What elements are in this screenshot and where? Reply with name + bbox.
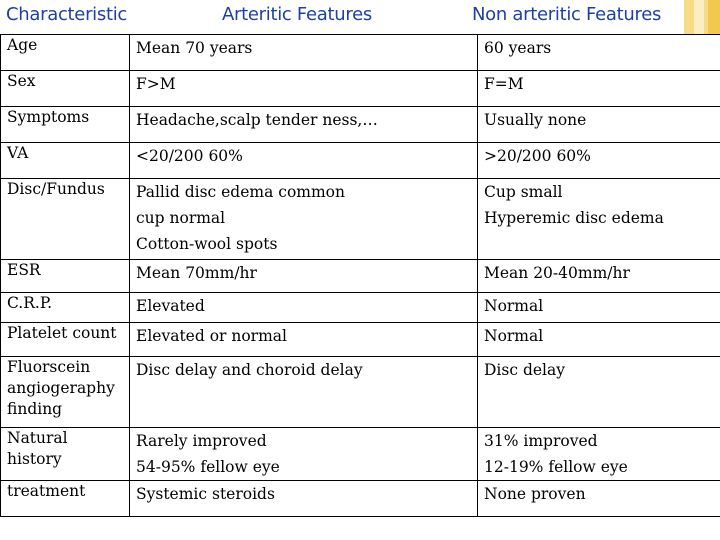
cell-text: Mean 70mm/hr (136, 264, 257, 282)
cell-text: Headache,scalp tender ness,… (136, 111, 378, 129)
cell-text: C.R.P. (7, 294, 53, 312)
non-arteritic-cell (478, 107, 720, 143)
cell-text: F=M (484, 75, 524, 93)
cell-text: Systemic steroids (136, 485, 275, 503)
non-arteritic-cell (478, 143, 720, 179)
row-label (1, 293, 130, 323)
table-row (1, 293, 720, 323)
arteritic-cell (130, 357, 478, 428)
cell-text: Normal (484, 327, 544, 345)
table-row (1, 143, 720, 179)
table-row (1, 35, 720, 71)
cell-text: Rarely improved (136, 432, 267, 450)
cell-text: 54-95% fellow eye (136, 458, 280, 476)
cell-text: Usually none (484, 111, 587, 129)
cell-text: Age (7, 36, 38, 54)
non-arteritic-cell (478, 428, 720, 481)
non-arteritic-cell (478, 71, 720, 107)
arteritic-cell (130, 35, 478, 71)
cell-text: Elevated or normal (136, 327, 287, 345)
table-row (1, 107, 720, 143)
cell-text: 60 years (484, 39, 552, 57)
cell-text: Cup small (484, 183, 563, 201)
header-characteristic: Characteristic (6, 4, 128, 25)
cell-text: >20/200 60% (484, 147, 591, 165)
non-arteritic-cell (478, 323, 720, 357)
cell-text: Platelet count (7, 324, 117, 342)
non-arteritic-cell (478, 481, 720, 517)
table-header (0, 0, 720, 34)
arteritic-cell (130, 143, 478, 179)
non-arteritic-cell (478, 35, 720, 71)
table-row (1, 260, 720, 293)
non-arteritic-cell (478, 293, 720, 323)
non-arteritic-cell (478, 260, 720, 293)
row-label (1, 35, 130, 71)
cell-text: 12-19% fellow eye (484, 458, 628, 476)
table-row (1, 179, 720, 260)
arteritic-cell (130, 260, 478, 293)
cell-text: Symptoms (7, 108, 90, 126)
arteritic-cell (130, 107, 478, 143)
decorative-corner (684, 0, 720, 34)
table-row (1, 323, 720, 357)
cell-text: treatment (7, 482, 86, 500)
cell-text: Mean 20-40mm/hr (484, 264, 630, 282)
comparison-table (0, 34, 720, 517)
row-label (1, 481, 130, 517)
header-arteritic: Arteritic Features (222, 4, 372, 25)
cell-text: Disc delay and choroid delay (136, 361, 363, 379)
row-label (1, 323, 130, 357)
cell-text: Sex (7, 72, 36, 90)
cell-text: Cotton-wool spots (136, 235, 278, 253)
cell-text: Natural (7, 429, 68, 447)
row-label (1, 357, 130, 428)
table-row (1, 71, 720, 107)
cell-text: Disc/Fundus (7, 180, 105, 198)
cell-text: 31% improved (484, 432, 598, 450)
non-arteritic-cell (478, 357, 720, 428)
cell-text: cup normal (136, 209, 226, 227)
non-arteritic-cell (478, 179, 720, 260)
row-label (1, 143, 130, 179)
cell-text: <20/200 60% (136, 147, 243, 165)
cell-text: Hyperemic disc edema (484, 209, 664, 227)
row-label (1, 260, 130, 293)
cell-text: Elevated (136, 297, 205, 315)
cell-text: Fluorscein (7, 358, 91, 376)
header-non-arteritic: Non arteritic Features (472, 4, 662, 25)
cell-text: finding (7, 400, 63, 418)
cell-text: angiogeraphy (7, 379, 115, 397)
cell-text: ESR (7, 261, 41, 279)
arteritic-cell (130, 71, 478, 107)
table-row (1, 481, 720, 517)
arteritic-cell (130, 323, 478, 357)
cell-text: VA (7, 144, 29, 162)
row-label (1, 71, 130, 107)
cell-text: Disc delay (484, 361, 565, 379)
cell-text: Pallid disc edema common (136, 183, 345, 201)
row-label (1, 428, 130, 481)
row-label (1, 179, 130, 260)
table-row (1, 357, 720, 428)
cell-text: Normal (484, 297, 544, 315)
arteritic-cell (130, 428, 478, 481)
arteritic-cell (130, 481, 478, 517)
cell-text: None proven (484, 485, 586, 503)
row-label (1, 107, 130, 143)
cell-text: F>M (136, 75, 176, 93)
cell-text: history (7, 450, 62, 468)
arteritic-cell (130, 179, 478, 260)
arteritic-cell (130, 293, 478, 323)
cell-text: Mean 70 years (136, 39, 253, 57)
table-row (1, 428, 720, 481)
